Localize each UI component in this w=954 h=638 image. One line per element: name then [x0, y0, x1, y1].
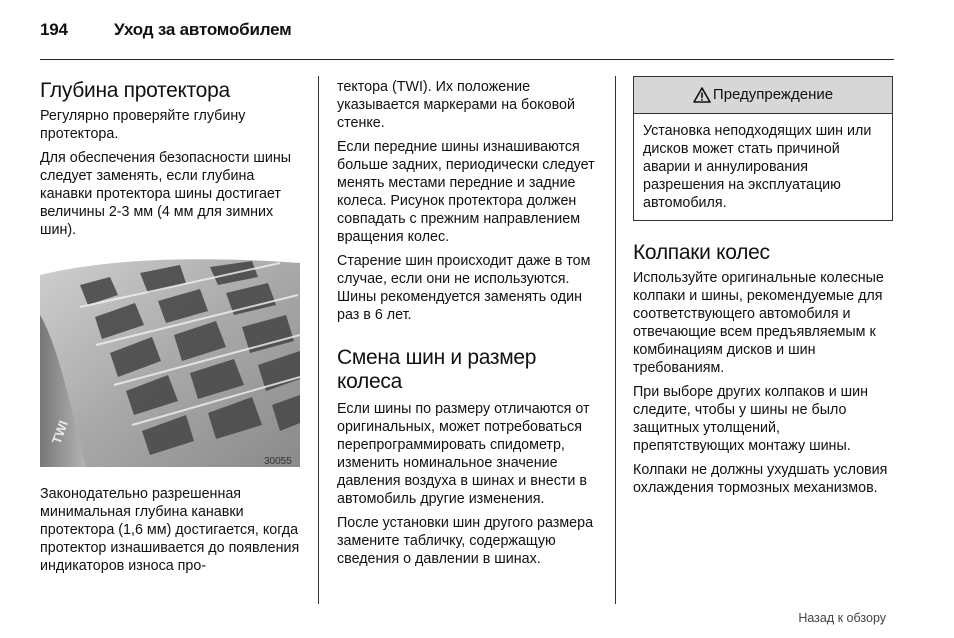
- column-2: [337, 78, 605, 574]
- warning-box: [633, 76, 893, 221]
- column-divider: [615, 76, 616, 604]
- figure-code: 30055: [264, 456, 292, 467]
- heading-wheel-covers: Колпаки колес: [633, 241, 770, 264]
- header-rule: [40, 59, 894, 60]
- warning-triangle-icon: [693, 87, 711, 103]
- paragraph: Законодательно разрешенная минимальная глубина канавки протектора (1,6 мм) достигается, когда протектор изнашивается до появления индикаторов износа про-: [40, 486, 300, 574]
- paragraph: Если шины по размеру отличаются от оригинальных, может потребоваться перепрограммировать спидометр, изменить номинальное значение давления воздуха в шинах и внести в автомобиль другие изменения.: [337, 401, 590, 507]
- paragraph: Если передние шины изнашиваются больше задних, периодически следует менять местами передние и задние колеса. Рисунок протектора должен совпадать с прежним направлением вращения колес.: [337, 139, 595, 245]
- heading-tire-change: Смена шин и размер колеса: [337, 346, 537, 393]
- page-header: [40, 20, 291, 40]
- paragraph: При выборе других колпаков и шин следите, чтобы у шины не было защитных утолщений, препятствующих монтажу шины.: [633, 384, 869, 454]
- paragraph: Колпаки не должны ухудшать условия охлаждения тормозных механизмов.: [633, 462, 888, 496]
- column-3: [633, 76, 895, 503]
- twi-label: TWI: [48, 418, 71, 447]
- heading-tread-depth: Глубина протектора: [40, 79, 230, 102]
- page-number: 194: [40, 20, 68, 39]
- warning-title: Предупреждение: [712, 86, 834, 103]
- section-title: Уход за автомобилем: [114, 20, 292, 39]
- paragraph: После установки шин другого размера замените табличку, содержащую сведения о давлении в шинах.: [337, 515, 594, 567]
- paragraph: Используйте оригинальные колесные колпаки и шины, рекомендуемые для соответствующего автомобиля и отвечающие всем предъявляемым к комбинациям дисков и шин требованиям.: [633, 270, 884, 376]
- warning-text: Установка неподходящих шин или дисков может стать причиной аварии и аннулирования разрешения на эксплуатацию автомобиля.: [643, 123, 872, 211]
- column-1: [40, 79, 302, 581]
- paragraph: Старение шин происходит даже в том случае, если они не используются. Шины рекомендуется заменять один раз в 6 лет.: [337, 253, 591, 323]
- paragraph: Регулярно проверяйте глубину протектора.: [40, 108, 246, 142]
- column-divider: [318, 76, 319, 604]
- tire-tread-illustration: [40, 255, 300, 467]
- back-to-overview-link[interactable]: Назад к обзору: [798, 611, 886, 625]
- warning-header: [634, 77, 892, 114]
- paragraph: Для обеспечения безопасности шины следует заменять, если глубина канавки протектора шины достигает величины 2-3 мм (4 мм для зимних шин).: [40, 150, 292, 238]
- paragraph: тектора (TWI). Их положение указывается маркерами на боковой стенке.: [337, 79, 575, 131]
